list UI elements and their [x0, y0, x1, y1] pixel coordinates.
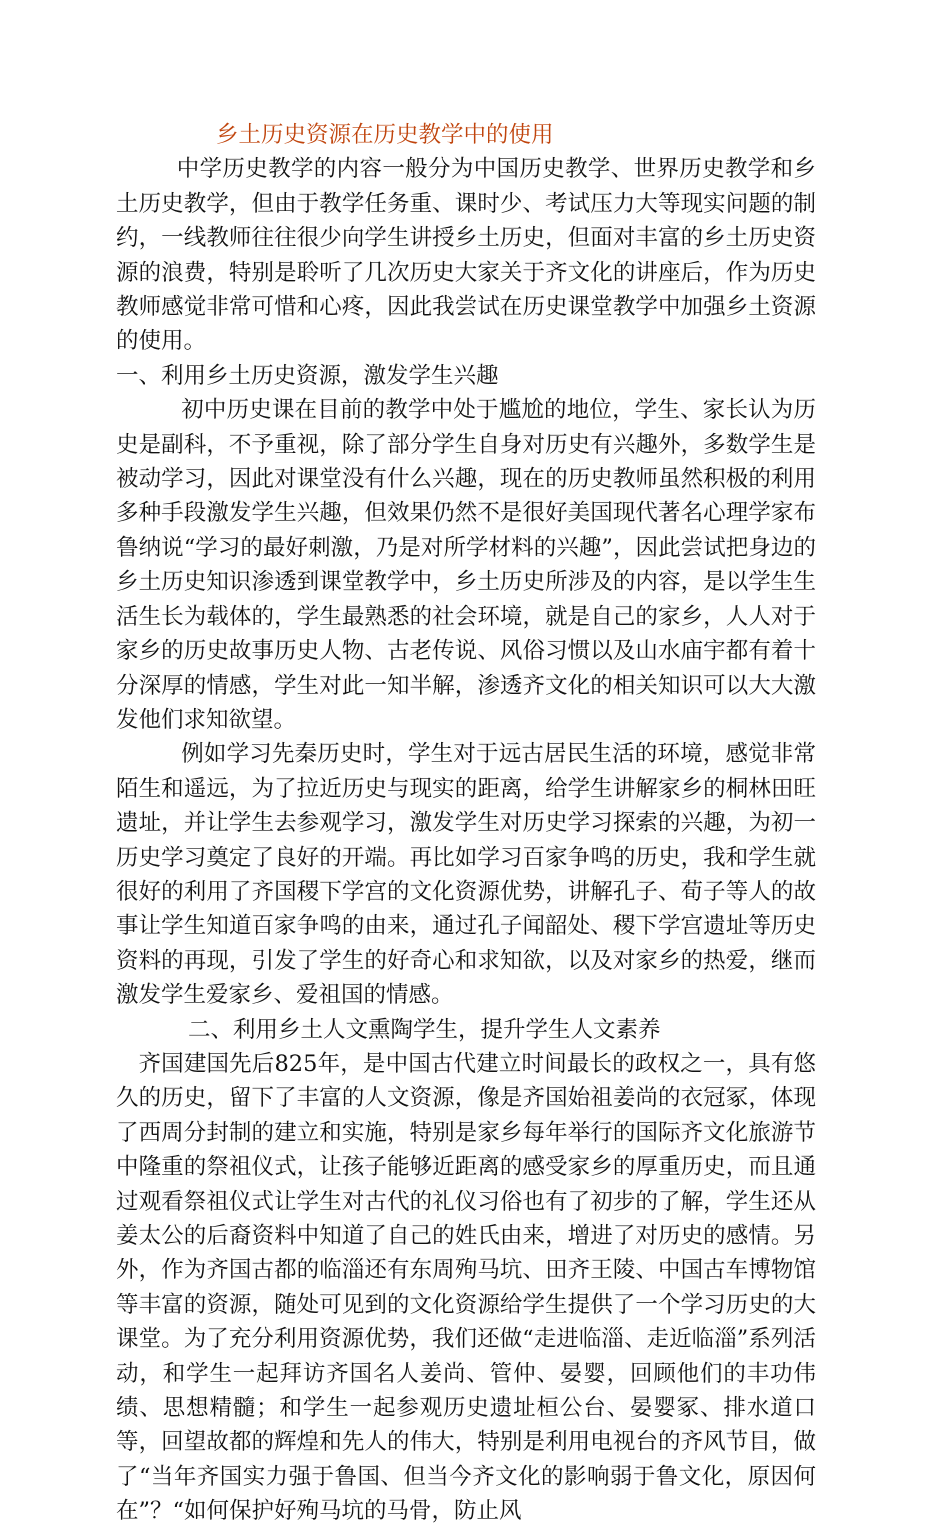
section-heading-2: 二、利用乡土人文熏陶学生，提升学生人文素养 [188, 1016, 661, 1043]
document-title: 乡土历史资源在历史教学中的使用 [216, 122, 554, 148]
section-heading-1: 一、利用乡土历史资源，激发学生兴趣 [116, 362, 499, 389]
section1-paragraph-2: 例如学习先秦历史时，学生对于远古居民生活的环境，感觉非常陌生和遥远，为了拉近历史与现实的距离，给学生讲解家乡的桐林田旺遗址，并让学生去参观学习，激发学生对历史学习探索的兴趣，为初一历史学习奠定了良好的开端。再比如学习百家争鸣的历史，我和学生就很好的利用了齐国稷下学宫的文化资源优势，讲解孔子、荀子等人的故事让学生知道百家争鸣的由来，通过孔子闻韶处、稷下学宫遗址等历史资料的再现，引发了学生的好奇心和求知欲，以及对家乡的热爱，继而激发学生爱家乡、爱祖国的情感。 [116, 741, 816, 1009]
document-page [116, 118, 816, 1529]
intro-paragraph: 中学历史教学的内容一般分为中国历史教学、世界历史教学和乡土历史教学，但由于教学任务重、课时少、考试压力大等现实问题的制约，一线教师往往很少向学生讲授乡土历史，但面对丰富的乡土历史资源的浪费，特别是聆听了几次历史大家关于齐文化的讲座后，作为历史教师感觉非常可惜和心疼，因此我尝试在历史课堂教学中加强乡土资源的使用。 [116, 156, 816, 355]
section2-paragraph-1: 齐国建国先后825年，是中国古代建立时间最长的政权之一，具有悠久的历史，留下了丰富的人文资源，像是齐国始祖姜尚的衣冠冢，体现了西周分封制的建立和实施，特别是家乡每年举行的国际齐文化旅游节中隆重的祭祖仪式，让孩子能够近距离的感受家乡的厚重历史，而且通过观看祭祖仪式让学生对古代的礼仪习俗也有了初步的了解，学生还从姜太公的后裔资料中知道了自己的姓氏由来，增进了对历史的感情。另外，作为齐国古都的临淄还有东周殉马坑、田齐王陵、中国古车博物馆等丰富的资源，随处可见到的文化资源给学生提供了一个学习历史的大课堂。为了充分利用资源优势，我们还做“走进临淄、走近临淄”系列活动，和学生一起拜访齐国名人姜尚、管仲、晏婴，回顾他们的丰功伟绩、思想精髓；和学生一起参观历史遗址桓公台、晏婴冢、排水道口等，回望故都的辉煌和先人的伟大，特别是利用电视台的齐风节目，做了“当年齐国实力强于鲁国、但当今齐文化的影响弱于鲁文化，原因何在”？“如何保护好殉马坑的马骨，防止风 [116, 1050, 816, 1525]
section1-paragraph-1: 初中历史课在目前的教学中处于尴尬的地位，学生、家长认为历史是副科，不予重视，除了部分学生自身对历史有兴趣外，多数学生是被动学习，因此对课堂没有什么兴趣，现在的历史教师虽然积极的利用多种手段激发学生兴趣，但效果仍然不是很好美国现代著名心理学家布鲁纳说“学习的最好刺激，乃是对所学材料的兴趣”，因此尝试把身边的乡土历史知识渗透到课堂教学中，乡土历史所涉及的内容，是以学生生活生长为载体的，学生最熟悉的社会环境，就是自己的家乡，人人对于家乡的历史故事历史人物、古老传说、风俗习惯以及山水庙宇都有着十分深厚的情感，学生对此一知半解，渗透齐文化的相关知识可以大大激发他们求知欲望。 [116, 397, 816, 733]
